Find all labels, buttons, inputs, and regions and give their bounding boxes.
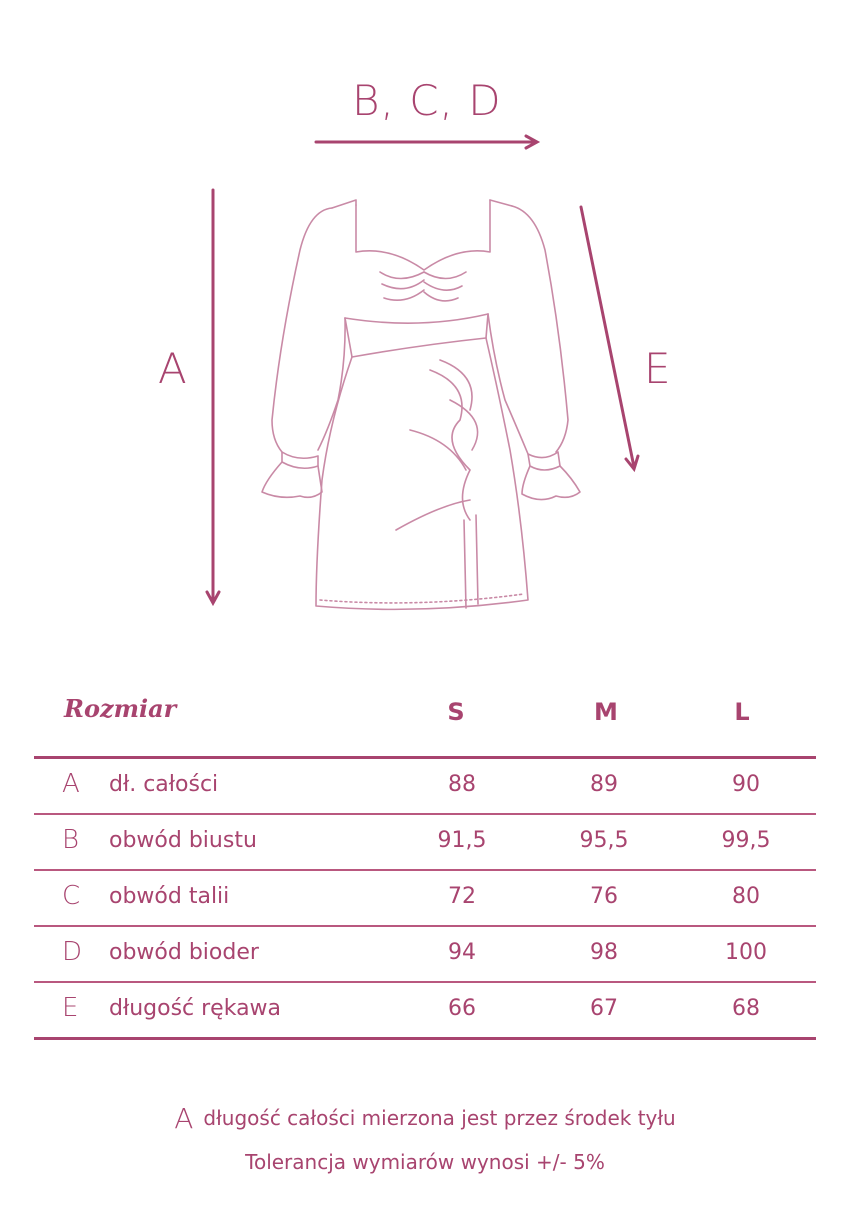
row-name: obwód bioder	[109, 940, 259, 965]
row-value-l: 100	[725, 940, 767, 965]
row-value-m: 89	[590, 772, 618, 797]
row-value-s: 66	[448, 996, 476, 1021]
row-name: obwód talii	[109, 884, 230, 909]
bcd-label: B, C, D	[352, 76, 502, 125]
row-value-s: 94	[448, 940, 476, 965]
row-value-s: 72	[448, 884, 476, 909]
note-text: długość całości mierzona jest przez środek tyłu	[203, 1106, 676, 1130]
dress-sketch	[262, 200, 580, 609]
row-value-m: 67	[590, 996, 618, 1021]
tolerance-note: Tolerancja wymiarów wynosi +/- 5%	[245, 1150, 605, 1174]
a-label: A	[158, 344, 188, 393]
note-letter: A	[174, 1102, 194, 1135]
row-letter: E	[62, 993, 79, 1023]
row-value-l: 68	[732, 996, 760, 1021]
row-value-s: 91,5	[437, 828, 487, 853]
row-name: obwód biustu	[109, 828, 257, 853]
row-value-m: 98	[590, 940, 618, 965]
row-value-l: 80	[732, 884, 760, 909]
row-value-l: 99,5	[721, 828, 771, 853]
row-value-m: 76	[590, 884, 618, 909]
row-letter: A	[62, 769, 80, 799]
table-header	[34, 680, 816, 756]
row-value-m: 95,5	[579, 828, 629, 853]
size-s-header: S	[447, 698, 465, 726]
size-title: Rozmiar	[64, 694, 177, 723]
row-name: długość rękawa	[109, 996, 282, 1021]
table-bottom-rule	[34, 1037, 816, 1040]
measurement-note	[0, 1102, 850, 1135]
table-row	[34, 871, 816, 925]
row-letter: D	[62, 937, 83, 967]
table-row	[34, 983, 816, 1037]
table-row	[34, 927, 816, 981]
size-table	[34, 680, 816, 1040]
size-m-header: M	[594, 698, 618, 726]
table-row	[34, 759, 816, 813]
row-value-s: 88	[448, 772, 476, 797]
e-arrow	[581, 207, 634, 467]
size-l-header: L	[734, 698, 750, 726]
row-value-l: 90	[732, 772, 760, 797]
row-letter: C	[62, 881, 81, 911]
row-letter: B	[62, 825, 80, 855]
e-label: E	[644, 344, 672, 393]
row-name: dł. całości	[109, 772, 219, 797]
table-row	[34, 815, 816, 869]
